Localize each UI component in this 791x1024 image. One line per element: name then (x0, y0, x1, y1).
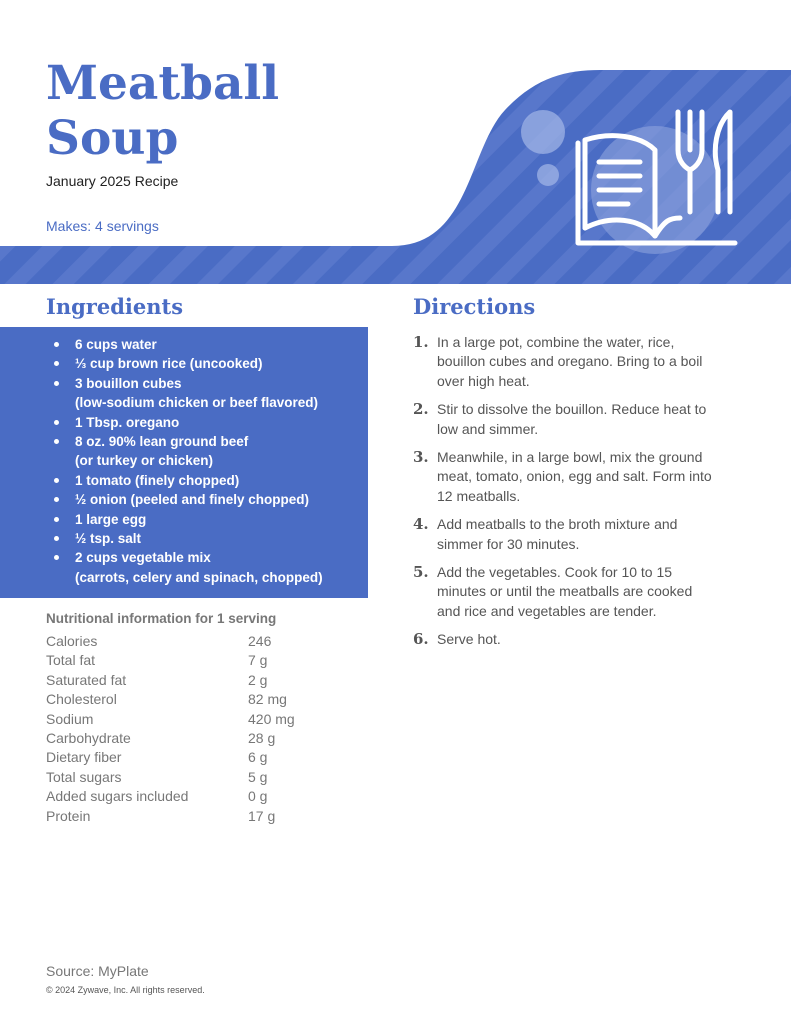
ingredients-heading: Ingredients (46, 294, 184, 319)
direction-step (413, 630, 743, 649)
step-text: Add meatballs to the broth mixture and simmer for 30 minutes. (437, 516, 678, 552)
ingredient-item: ⅓ cup brown rice (uncooked) (52, 354, 364, 373)
nutrition-row: Calories 246 (46, 633, 272, 649)
nutrition-title: Nutritional information for 1 serving (46, 611, 277, 626)
recipe-date: January 2025 Recipe (46, 173, 179, 189)
step-text: Stir to dissolve the bouillon. Reduce heat to low and simmer. (437, 401, 707, 437)
step-text: Meanwhile, in a large bowl, mix the ground meat, tomato, onion, egg and salt. Form into 12 meatballs. (437, 449, 712, 504)
directions-heading: Directions (413, 294, 536, 319)
direction-step (413, 333, 743, 391)
direction-step (413, 448, 743, 506)
page-title (46, 56, 279, 166)
nutrition-row: Added sugars included 0 g (46, 788, 268, 805)
ingredient-item: 3 bouillon cubes (low-sodium chicken or beef flavored) (52, 374, 364, 413)
nutrition-row: Carbohydrate 28 g (46, 730, 276, 747)
direction-step (413, 515, 743, 554)
ingredient-item: ½ tsp. salt (52, 529, 364, 548)
step-number: 4. (413, 515, 429, 534)
direction-step (413, 400, 743, 439)
ingredient-item: 1 large egg (52, 510, 364, 529)
nutrition-row: Total fat 7 g (46, 652, 268, 669)
ingredients-list (52, 335, 364, 587)
ingredient-item: 1 Tbsp. oregano (52, 413, 364, 432)
source-credit: Source: MyPlate (46, 963, 149, 979)
ingredient-item: 2 cups vegetable mix (carrots, celery and spinach, chopped) (52, 548, 364, 587)
step-text: Serve hot. (437, 631, 501, 648)
step-text: In a large pot, combine the water, rice, bouillon cubes and oregano. Bring to a boil over high heat. (437, 334, 703, 389)
nutrition-row: Sodium 420 mg (46, 710, 295, 727)
title-line: Soup (46, 111, 179, 166)
step-number: 2. (413, 400, 429, 419)
step-number: 6. (413, 630, 429, 649)
directions-list (413, 333, 743, 659)
nutrition-row: Saturated fat 2 g (46, 671, 268, 688)
step-number: 3. (413, 448, 429, 467)
copyright-notice: © 2024 Zywave, Inc. All rights reserved. (46, 985, 205, 995)
nutrition-table (46, 611, 366, 826)
ingredient-item: 8 oz. 90% lean ground beef (or turkey or chicken) (52, 432, 364, 471)
ingredient-item: 6 cups water (52, 335, 364, 354)
nutrition-row: Total sugars 5 g (46, 768, 268, 785)
ingredient-item: 1 tomato (finely chopped) (52, 471, 364, 490)
direction-step (413, 563, 743, 621)
nutrition-row: Protein 17 g (46, 807, 276, 824)
nutrition-row: Cholesterol 82 mg (46, 691, 287, 708)
ingredient-item: ½ onion (peeled and finely chopped) (52, 490, 364, 509)
servings-label: Makes: 4 servings (46, 218, 159, 234)
step-number: 5. (413, 563, 429, 582)
step-text: Add the vegetables. Cook for 10 to 15 minutes or until the meatballs are cooked and rice and vegetables are tender. (437, 564, 693, 619)
title-line: Meatball (46, 56, 280, 111)
step-number: 1. (413, 333, 429, 351)
nutrition-row: Dietary fiber 6 g (46, 749, 268, 766)
